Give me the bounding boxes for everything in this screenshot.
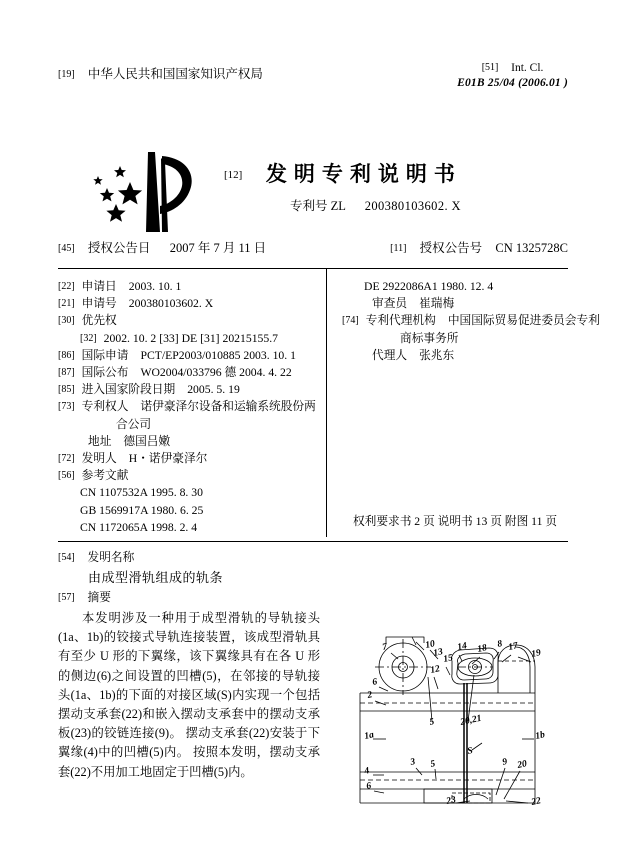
figure-callout-1b: 1b — [534, 730, 546, 742]
grant-number-value: CN 1325728C — [495, 241, 568, 255]
biblio-left-field-10-value: H・诺伊豪泽尔 — [128, 452, 208, 466]
grant-date-value: 2007 年 7 月 11 日 — [169, 241, 267, 255]
biblio-left-field-7 — [58, 398, 320, 415]
figure-callout-3: 3 — [409, 757, 417, 768]
biblio-left-field-9-value: 德国吕嫩 — [123, 434, 171, 448]
biblio-right-field-4 — [342, 347, 568, 364]
biblio-left-field-14 — [58, 519, 320, 536]
figure-callout-6: 6 — [365, 781, 373, 792]
biblio-left-field-10-tag: [72] — [58, 453, 75, 465]
grant-row — [58, 238, 568, 264]
biblio-left-field-14-value: CN 1172065A 1998. 2. 4 — [80, 520, 198, 534]
page-title — [224, 158, 462, 188]
biblio-left-field-8-value: 合公司 — [116, 417, 152, 431]
figure-callout-5: 5 — [428, 717, 436, 728]
header-row — [58, 62, 568, 110]
biblio-left-field-4 — [58, 347, 320, 364]
biblio-left-field-5-tag: [87] — [58, 367, 75, 379]
figure-callout-18: 18 — [476, 643, 488, 655]
biblio-left-field-5-value: WO2004/033796 德 2004. 4. 22 — [140, 366, 292, 380]
biblio-left-field-3-value: 2002. 10. 2 [33] DE [31] 20215155.7 — [103, 331, 278, 345]
page-count: 权利要求书 2 页 说明书 13 页 附图 11 页 — [352, 515, 558, 528]
figure-callout-S: S — [466, 746, 474, 757]
cnipa-emblem-icon — [86, 148, 194, 240]
abstract-tag: [57] — [58, 592, 75, 603]
biblio-right-field-2 — [342, 312, 600, 329]
biblio-left-field-6-tag: [85] — [58, 384, 75, 396]
biblio-left-field-12 — [58, 484, 320, 501]
biblio-left-field-9 — [58, 433, 320, 450]
figure-callout-10: 10 — [424, 639, 436, 651]
biblio-left-field-9-label: 地址 — [88, 434, 112, 448]
biblio-right-column — [342, 278, 600, 364]
biblio-left-field-1-tag: [21] — [58, 298, 75, 310]
biblio-left-field-7-label: 专利权人 — [81, 400, 129, 414]
biblio-right-field-2-tag: [74] — [342, 315, 359, 327]
intcl-label: Int. Cl. — [511, 62, 544, 74]
biblio-right-field-3 — [342, 330, 568, 347]
biblio-left-field-4-value: PCT/EP2003/010885 2003. 10. 1 — [140, 348, 296, 362]
biblio-right-field-4-value: 张兆东 — [419, 348, 455, 362]
biblio-left-field-6-value: 2005. 5. 19 — [187, 383, 240, 397]
biblio-right-field-1-label: 审查员 — [372, 297, 408, 311]
figure-callout-20: 20 — [516, 759, 528, 771]
patent-number — [290, 196, 461, 214]
biblio-left-field-11-tag: [56] — [58, 470, 75, 482]
figure-callout-5: 5 — [429, 759, 437, 770]
title-zone — [58, 110, 568, 218]
biblio-left-field-3-tag: [32] — [80, 332, 97, 344]
grant-date-tag: [45] — [58, 243, 75, 254]
figure-callout-1a: 1a — [363, 730, 375, 742]
biblio-left-field-4-tag: [86] — [58, 349, 75, 361]
invention-section — [58, 542, 568, 829]
biblio-left-field-10 — [58, 450, 320, 467]
biblio-left-field-2-tag: [30] — [58, 315, 75, 327]
biblio-left-field-13 — [58, 502, 320, 519]
biblio-right-field-2-label: 专利代理机构 — [365, 314, 436, 328]
biblio-left-field-8 — [58, 416, 320, 433]
figure-callout-20-21: 20,21 — [459, 713, 483, 728]
figure-callout-22: 22 — [530, 796, 542, 808]
biblio-left-field-0 — [58, 278, 320, 295]
biblio-right-field-1 — [342, 295, 568, 312]
figure-callout-13: 13 — [432, 647, 444, 659]
biblio-left-field-0-tag: [22] — [58, 281, 75, 292]
abstract-label: 摘要 — [87, 591, 111, 604]
biblio-left-field-6 — [58, 381, 320, 398]
office-code-tag: [19] — [58, 69, 75, 80]
doc-type-title: 发明专利说明书 — [265, 162, 462, 186]
figure-callout-19: 19 — [530, 648, 542, 660]
biblio-left-field-5-label: 国际公布 — [81, 366, 129, 380]
biblio-left-field-0-label: 申请日 — [81, 280, 117, 293]
biblio-left-field-1 — [58, 295, 320, 312]
intcl-code: E01B 25/04 (2006.01 ) — [457, 77, 568, 89]
figure-callout-2: 2 — [366, 690, 374, 701]
figure-callout-17: 17 — [507, 641, 519, 653]
biblio-right-field-0-value: DE 2922086A1 1980. 12. 4 — [364, 280, 494, 293]
biblio-left-field-12-value: CN 1107532A 1995. 8. 30 — [80, 486, 203, 500]
biblio-left-field-10-label: 发明人 — [81, 452, 117, 466]
bibliographic-data — [58, 269, 600, 537]
figure-callout-12: 12 — [429, 664, 441, 676]
biblio-left-field-13-value: GB 1569917A 1980. 6. 25 — [80, 503, 204, 517]
invention-name-value: 由成型滑轨组成的轨条 — [88, 570, 224, 585]
biblio-right-field-0 — [342, 278, 568, 295]
abstract-header — [58, 589, 568, 605]
grant-number — [390, 238, 568, 256]
figure-callout-14: 14 — [456, 641, 468, 653]
biblio-left-field-1-value: 200380103602. X — [128, 297, 214, 311]
biblio-left-field-7-value: 诺伊豪泽尔设备和运输系统股份两 — [140, 400, 316, 414]
grant-number-label: 授权公告号 — [419, 241, 483, 255]
rail-joint-drawing — [346, 617, 568, 817]
biblio-left-field-11-label: 参考文献 — [81, 469, 129, 483]
intcl-code-tag: [51] — [481, 62, 499, 73]
grant-number-tag: [11] — [390, 243, 407, 254]
biblio-left-field-0-value: 2003. 10. 1 — [128, 280, 182, 293]
figure-callout-9: 9 — [501, 757, 509, 768]
biblio-left-field-6-label: 进入国家阶段日期 — [81, 383, 176, 397]
patent-number-value: 200380103602. X — [364, 199, 461, 213]
biblio-right-field-3-value: 商标事务所 — [400, 331, 459, 345]
abstract-and-figure — [58, 609, 568, 829]
invention-name-header — [58, 549, 568, 565]
biblio-left-field-3 — [58, 330, 320, 347]
column-divider — [326, 269, 327, 537]
biblio-left-column — [58, 278, 320, 536]
figure-callout-4: 4 — [363, 766, 371, 777]
biblio-left-field-2-label: 优先权 — [81, 314, 117, 328]
biblio-right-field-2-value: 中国国际贸易促进委员会专利 — [447, 314, 600, 328]
international-classification — [457, 62, 568, 89]
invention-name-tag: [54] — [58, 552, 75, 563]
intcl-label-line — [457, 62, 568, 74]
office-name: 中华人民共和国国家知识产权局 — [87, 67, 263, 81]
grant-date-label: 授权公告日 — [87, 241, 151, 255]
invention-name-label: 发明名称 — [87, 551, 135, 564]
biblio-left-field-1-label: 申请号 — [81, 297, 117, 311]
page-content — [58, 62, 600, 829]
abstract-text: 本发明涉及一种用于成型滑轨的导轨接头(1a、1b)的铰接式导轨连接装置，该成型滑轨具有至少 U 形的下翼缘，该下翼缘具有在各 U 形的侧边(6)之间设置的凹槽(5)，在邻接的导轨接头(1a、1b)的下面的对接区域(S)内实现一个包括摆动支承套(22)和嵌入摆动支承套中的摆动支承板(23)的铰链连接(9)。 摆动支承套(22)安装于下翼缘(4)中的凹槽(5)内。 按照本发明，摆动支承套(22)不用加工地固定于凹槽(5)内。 — [58, 611, 320, 779]
figure-callout-7: 7 — [381, 642, 389, 653]
figure-callout-15: 15 — [442, 653, 454, 665]
biblio-left-field-2 — [58, 312, 320, 329]
biblio-left-field-4-label: 国际申请 — [81, 348, 129, 362]
figure-callout-23: 23 — [445, 795, 457, 807]
doc-type-tag: [12] — [224, 169, 243, 181]
biblio-left-field-11 — [58, 467, 320, 484]
biblio-right-field-1-value: 崔瑞梅 — [419, 297, 455, 311]
issuing-office — [58, 64, 263, 82]
patent-number-label: 专利号 ZL — [290, 199, 346, 213]
grant-date — [58, 238, 266, 256]
biblio-right-field-4-label: 代理人 — [372, 348, 408, 362]
figure-callout-6: 6 — [371, 677, 379, 688]
biblio-left-field-5 — [58, 364, 320, 381]
biblio-left-field-7-tag: [73] — [58, 401, 75, 413]
figure-callout-8: 8 — [496, 639, 504, 650]
